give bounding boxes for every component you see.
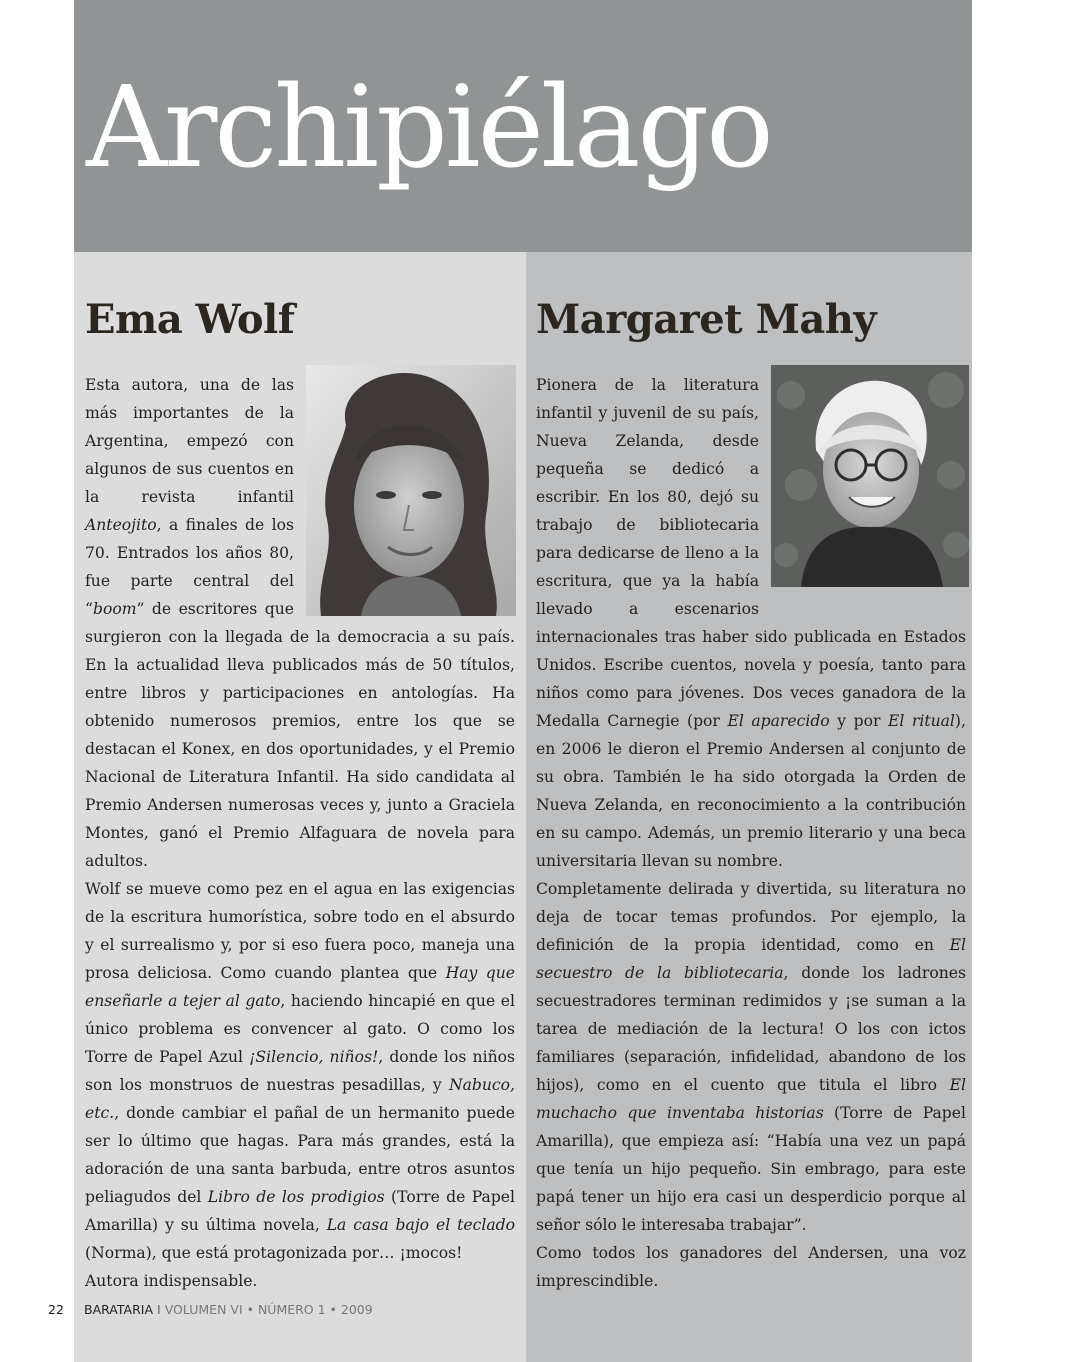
journal-credit bbox=[84, 1302, 373, 1317]
paragraph: Autora indispensable. bbox=[85, 1272, 258, 1290]
section-title: Archipiélago bbox=[86, 63, 771, 193]
portrait-ema-wolf bbox=[306, 365, 516, 616]
paragraph: Wolf se mueve como pez en el agua en las exigencias de la escritura humorística, sobre todo en el absurdo y el surrealismo y, por si eso fuera poco, maneja una prosa deliciosa. Como cuando plantea que Hay que enseñarle a tejer al gato, haciendo hincapié en que el único problema es convencer al gato. O como los Torre de Papel Azul ¡Silencio, niños!, donde los niños son los monstruos de nuestras pesadillas, y Nabuco, etc., donde cambiar el pañal de un hermanito puede ser lo último que hagas. Para más grandes, está la adoración de una santa barbuda, entre otros asuntos peliagudos del Libro de los prodigios (Torre de Papel Amarilla) y su última novela, La casa bajo el teclado (Norma), que está protagonizada por… ¡mocos! bbox=[85, 880, 516, 1262]
article-body-ema-wolf bbox=[85, 371, 515, 1295]
paragraph: Esta autora, una de las más importantes de la Argentina, empezó con algunos de sus cuentos en la revista infantil Anteojito, a finales de los 70. Entrados los años 80, fue parte central del “boom” de escritores que surgieron con la llegada de la democracia a su país. En la actualidad lleva publicados más de 50 títulos, entre libros y participaciones en antologías. Ha obtenido numerosos premios, entre los que se destacan el Konex, en dos oportunidades, y el Premio Nacional de Literatura Infantil. Ha sido candidata al Premio Andersen numerosas veces y, junto a Graciela Montes, ganó el Premio Alfaguara de novela para adultos. bbox=[85, 376, 515, 870]
separator: I bbox=[157, 1302, 161, 1317]
page-footer bbox=[0, 1302, 1065, 1322]
article-body-margaret-mahy bbox=[536, 371, 966, 1295]
paragraph: Completamente delirada y divertida, su literatura no deja de tocar temas profundos. Por ejemplo, la definición de la propia identidad, como en El secuestro de la bibliotecaria, donde los ladrones secuestradores terminan redimidos y ¡se suman a la tarea de mediación de la lectura! O los con ictos familiares (separación, infidelidad, abandono de los hijos), como en el cuento que titula el libro El muchacho que inventaba historias (Torre de Papel Amarilla), que empieza así: “Había una vez un papá que tenía un hijo pequeño. Sin embrago, para este papá tener un hijo era casi un desperdicio porque al señor sólo le interesaba trabajar”. bbox=[536, 880, 967, 1234]
section-header bbox=[74, 0, 972, 252]
issue-info: VOLUMEN VI • NÚMERO 1 • 2009 bbox=[164, 1302, 373, 1317]
portrait-margaret-mahy bbox=[771, 365, 987, 587]
page-number: 22 bbox=[48, 1302, 64, 1317]
column-ema-wolf bbox=[74, 252, 526, 1362]
paragraph: Como todos los ganadores del Andersen, una voz imprescindible. bbox=[536, 1244, 966, 1290]
author-name-ema-wolf: Ema Wolf bbox=[85, 296, 295, 343]
author-name-margaret-mahy: Margaret Mahy bbox=[536, 296, 877, 343]
paragraph: Pionera de la literatura infantil y juvenil de su país, Nueva Zelanda, desde pequeña se dedicó a escribir. En los 80, dejó su trabajo de bibliotecaria para dedicarse de lleno a la escritura, que ya la había llevado a escenarios internacionales tras haber sido publicada en Estados Unidos. Escribe cuentos, novela y poesía, tanto para niños como para jóvenes. Dos veces ganadora de la Medalla Carnegie (por El aparecido y por El ritual), en 2006 le dieron el Premio Andersen al conjunto de su obra. También le ha sido otorgada la Orden de Nueva Zelanda, en reconocimiento a la contribución en su campo. Además, un premio literario y una beca universitaria llevan su nombre. bbox=[536, 376, 966, 870]
column-margaret-mahy bbox=[526, 252, 972, 1362]
journal-name: BARATARIA bbox=[84, 1302, 154, 1317]
